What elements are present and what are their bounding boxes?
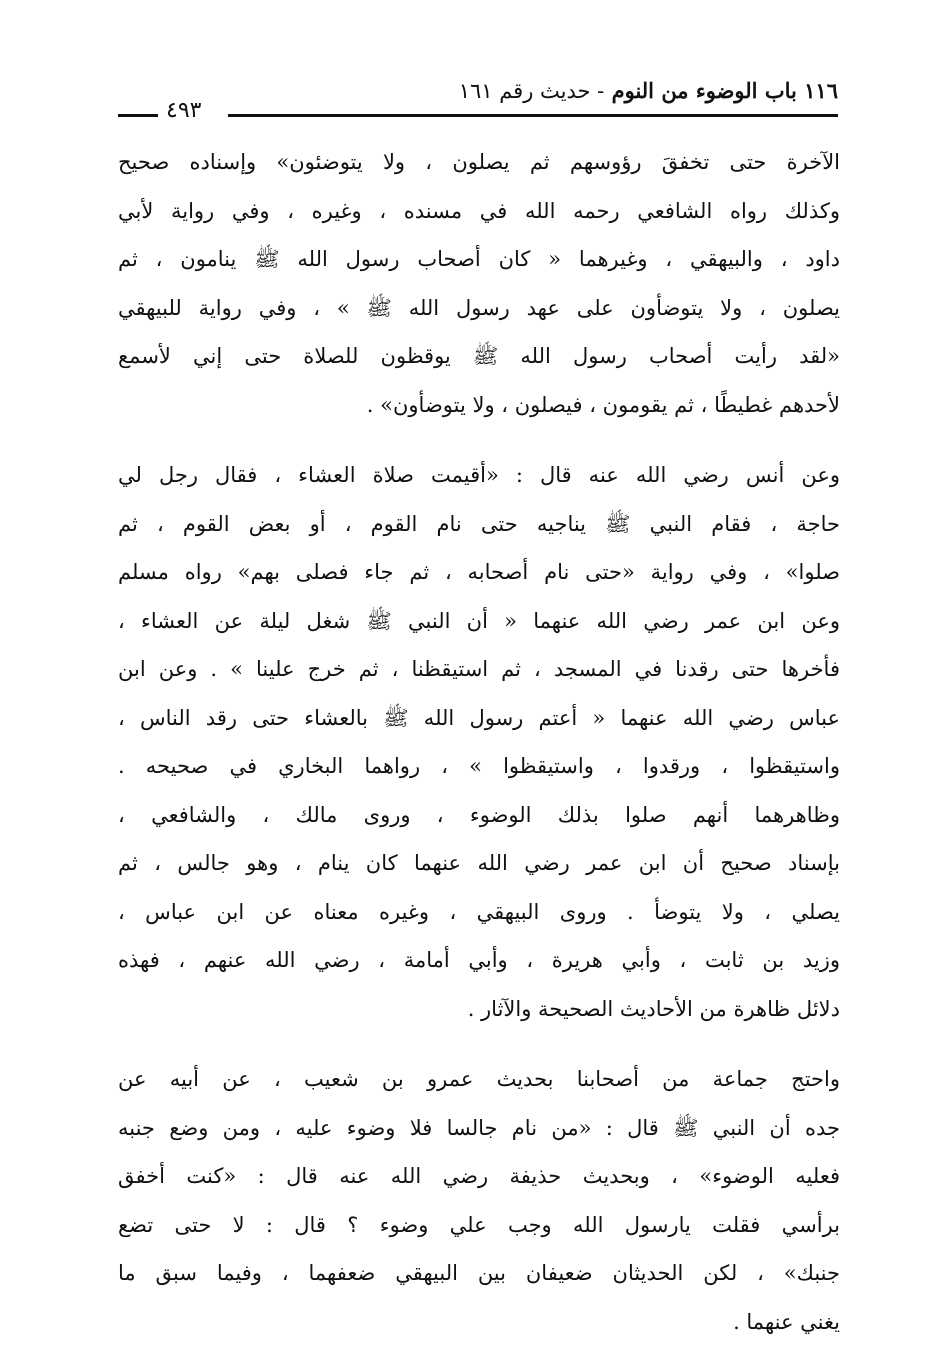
text-line: يصلي ، ولا يتوضأ . وروى البيهقي ، وغيره معناه عن ابن عباس ، (118, 888, 840, 937)
text-line: يصلون ، ولا يتوضأون على عهد رسول الله ﷺ » ، وفي رواية للبيهقي (118, 284, 840, 333)
paragraph-3 (118, 1055, 840, 1346)
text-line: عباس رضي الله عنهما « أعتم رسول الله ﷺ بالعشاء حتى رقد الناس ، (118, 694, 840, 743)
running-title (459, 78, 838, 103)
text-line: حاجة ، فقام النبي ﷺ يناجيه حتى نام القوم ، أو بعض القوم ، ثم (118, 500, 840, 549)
text-line: بإسناد صحيح أن ابن عمر رضي الله عنهما كان ينام ، وهو جالس ، ثم (118, 839, 840, 888)
text-line: واستيقظوا ، ورقدوا ، واستيقظوا » ، رواهما البخاري في صحيحه . (118, 742, 840, 791)
text-line: الآخرة حتى تخفقَ رؤوسهم ثم يصلون ، ولا يتوضئون» وإسناده صحيح (118, 138, 840, 187)
text-line: صلوا» ، وفي رواية «حتى نام أصحابه ، ثم جاء فصلى بهم» رواه مسلم (118, 548, 840, 597)
page-number: ٤٩٣ (166, 98, 201, 123)
header-rule-left (118, 114, 158, 117)
text-line: وكذلك رواه الشافعي رحمه الله في مسنده ، وغيره ، وفي رواية لأبي (118, 187, 840, 236)
text-line: واحتج جماعة من أصحابنا بحديث عمرو بن شعيب ، عن أبيه عن (118, 1055, 840, 1104)
text-line: فأخرها حتى رقدنا في المسجد ، ثم استيقظنا ، ثم خرج علينا » . وعن ابن (118, 645, 840, 694)
header-rule (228, 114, 838, 117)
chapter-title: ١١٦ باب الوضوء من النوم (612, 78, 838, 103)
text-line: وعن أنس رضي الله عنه قال : «أقيمت صلاة العشاء ، فقال رجل لي (118, 451, 840, 500)
paragraph-1 (118, 138, 840, 429)
text-line: جده أن النبي ﷺ قال : «من نام جالسا فلا وضوء عليه ، ومن وضع جنبه (118, 1104, 840, 1153)
text-line: لأحدهم غطيطًا ، ثم يقومون ، فيصلون ، ولا يتوضأون» . (118, 381, 840, 430)
text-line: دلائل ظاهرة من الأحاديث الصحيحة والآثار . (118, 985, 840, 1034)
text-line: فعليه الوضوء» ، وبحديث حذيفة رضي الله عنه قال : «كنت أخفق (118, 1152, 840, 1201)
text-line: «لقد رأيت أصحاب رسول الله ﷺ يوقظون للصلاة حتى إني لأسمع (118, 332, 840, 381)
text-line: جنبك» ، لكن الحديثان ضعيفان بين البيهقي ضعفهما ، وفيما سبق ما (118, 1249, 840, 1298)
text-line: وظاهرهما أنهم صلوا بذلك الوضوء ، وروى مالك ، والشافعي ، (118, 791, 840, 840)
text-line: برأسي فقلت يارسول الله وجب علي وضوء ؟ قال : لا حتى تضع (118, 1201, 840, 1250)
hadith-number: - حديث رقم ١٦١ (459, 79, 605, 103)
paragraph-2 (118, 451, 840, 1033)
text-line: وزيد بن ثابت ، وأبي هريرة ، وأبي أمامة ، رضي الله عنهم ، فهذه (118, 936, 840, 985)
text-line: داود ، والبيهقي ، وغيرهما « كان أصحاب رسول الله ﷺ ينامون ، ثم (118, 235, 840, 284)
paragraph-gap (118, 429, 840, 451)
page-body (118, 138, 840, 1346)
text-line: وعن ابن عمر رضي الله عنهما « أن النبي ﷺ شغل ليلة عن العشاء ، (118, 597, 840, 646)
paragraph-gap (118, 1033, 840, 1055)
page-header (118, 78, 838, 124)
text-line: يغني عنهما . (118, 1298, 840, 1346)
